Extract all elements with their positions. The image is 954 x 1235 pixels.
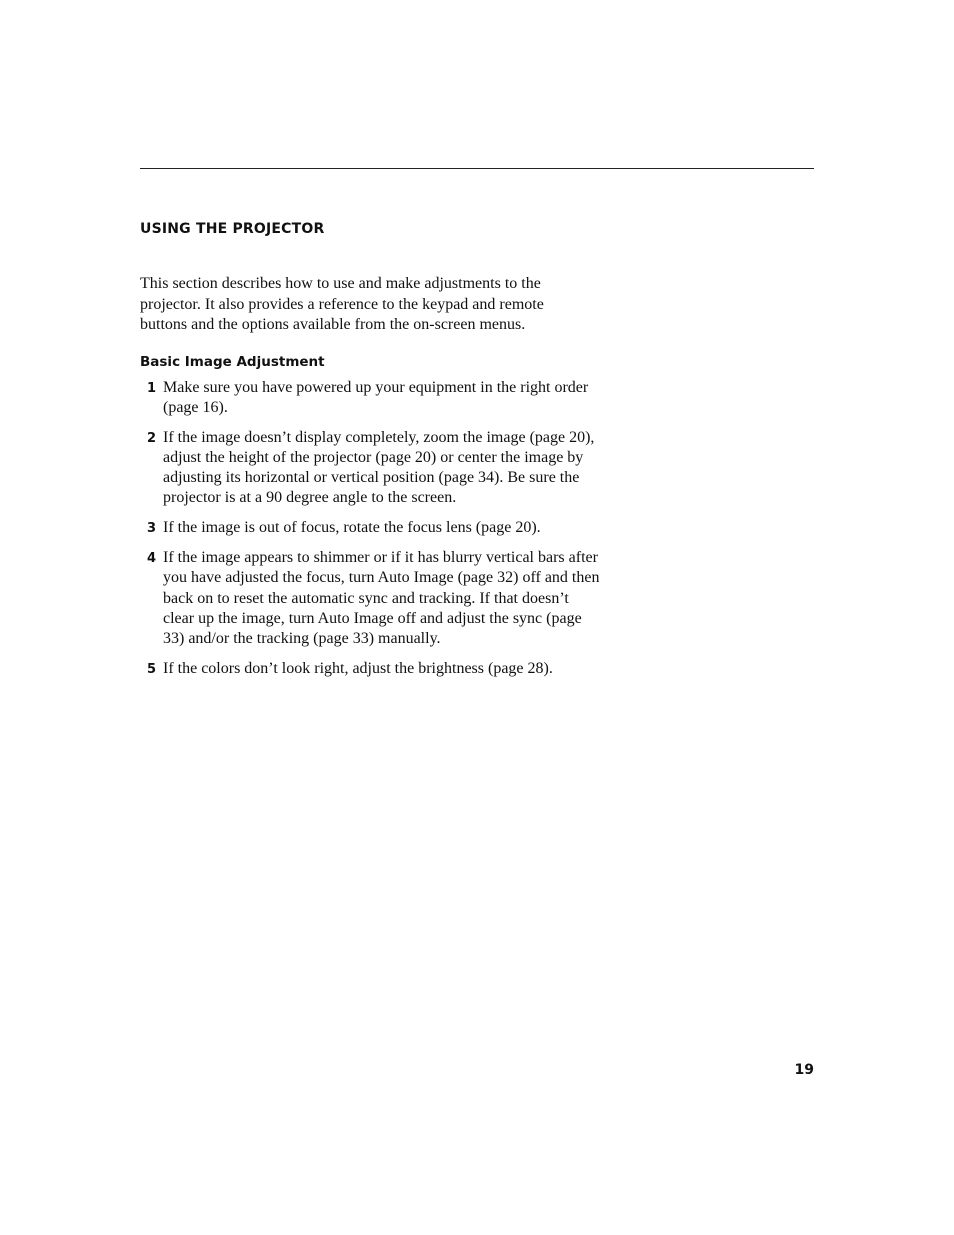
step-item bbox=[140, 378, 600, 419]
step-text: Make sure you have powered up your equipment in the right order (page 16). bbox=[163, 379, 589, 417]
step-text: If the image appears to shimmer or if it has blurry vertical bars after you have adjusted the focus, turn Auto Image (page 32) off and then back on to reset the automatic sync and tracking. If that doesn’t clear up the image, turn Auto Image off and adjust the sync (page 33) and/or the tracking (page 33) manually. bbox=[163, 549, 600, 648]
step-text: If the image doesn’t display completely, zoom the image (page 20), adjust the height of the projector (page 20) or center the image by adjusting its horizontal or vertical position (page 34). Be sure the projector is at a 90 degree angle to the screen. bbox=[163, 428, 595, 507]
step-number: 4 bbox=[146, 551, 157, 567]
step-number: 2 bbox=[146, 430, 157, 446]
step-item bbox=[140, 659, 600, 680]
header-rule bbox=[140, 168, 814, 169]
step-text: If the image is out of focus, rotate the focus lens (page 20). bbox=[163, 518, 541, 536]
step-item bbox=[140, 428, 600, 509]
adjustment-steps-list bbox=[140, 378, 600, 689]
step-text: If the colors don’t look right, adjust the brightness (page 28). bbox=[163, 659, 553, 677]
step-number: 5 bbox=[146, 661, 157, 677]
step-number: 3 bbox=[146, 520, 157, 536]
subsection-heading: Basic Image Adjustment bbox=[140, 354, 325, 370]
step-item bbox=[140, 518, 600, 539]
step-number: 1 bbox=[146, 381, 157, 396]
section-title: USING THE PROJECTOR bbox=[140, 221, 325, 237]
intro-paragraph: This section describes how to use and make adjustments to the projector. It also provides a reference to the keypad and remote buttons and the options available from the on-screen menus. bbox=[140, 275, 544, 333]
page-number: 19 bbox=[794, 1062, 814, 1078]
step-item bbox=[140, 548, 600, 649]
